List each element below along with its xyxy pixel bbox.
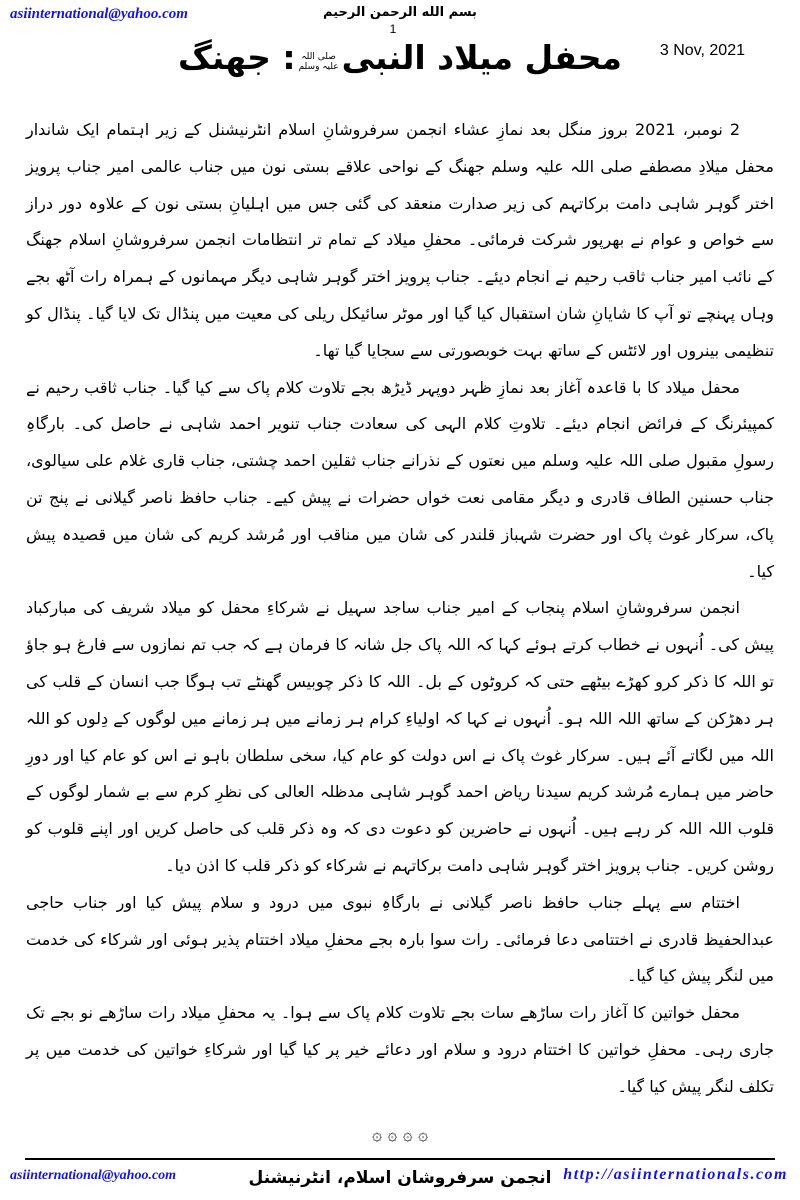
article-body [26,112,774,1198]
footer-email-link[interactable]: asiinternational@yahoo.com [10,1168,177,1183]
footer-links-row [0,1166,800,1184]
pbuh-honorific-bottom: علیہ وسلم [298,61,339,72]
flower-divider-icon: ۞ ۞ ۞ ۞ [371,1124,429,1145]
page-footer [0,1158,800,1184]
page-number: 1 [389,22,397,36]
footer-website-link[interactable]: http://asiinternationals.com [563,1166,788,1183]
article-paragraph-1: 2 نومبر، 2021 بروز منگل بعد نمازِ عشاء انجمن سرفروشانِ اسلام انٹرنیشنل کے زیر اہتمام ایک شاندار محفل میلادِ مصطفے صلی اللہ علیہ وسلم جھنگ کے نواحی علاقے بستی نون میں جناب عالمی امیر جناب پرویز اختر گوہر شاہی دامت برکاتہم کی زیر صدارت منعقد کی گئی جس میں اہلیانِ بستی نون کے علاوہ دور دراز سے خواص و عوام نے بھرپور شرکت فرمائی۔ محفلِ میلاد کے تمام تر انتظامات انجمن سرفروشانِ اسلام جھنگ کے نائب امیر جناب ثاقب رحیم نے انجام دیئے۔ جناب پرویز اختر گوہر شاہی دیگر مہمانوں کے ہمراہ رات آٹھ بجے وہاں پہنچے تو آپ کا شایانِ شان استقبال کیا گیا اور موٹر سائیکل ریلی کی معیت میں پنڈال تک لایا گیا۔ پنڈال کو تنظیمی بینروں اور لائٹس کے ساتھ بہت خوبصورتی سے سجایا گیا تھا۔ [26,120,775,360]
header-email-link[interactable]: asiinternational@yahoo.com [10,6,188,22]
article-paragraph-2: محفل میلاد کا با قاعدہ آغاز بعد نمازِ ظہر دوپہر ڈیڑھ بجے تلاوت کلام پاک سے کیا گیا۔ جناب ثاقب رحیم نے کمپیئرنگ کے فرائض انجام دیئے۔ تلاوتِ کلام الہی کی سعادت جناب تنویر احمد شاہی نے حاصل کی۔ بارگاہِ رسولِ مقبول صلی اللہ علیہ وسلم میں نعتوں کے نذرانے جناب ثقلین احمد چشتی، جناب قاری غلام علی سیالوی، جناب حسنین الطاف قادری و دیگر مقامی نعت خواں حضرات نے پیش کیے۔ جناب حافظ ناصر گیلانی نے پنج تن پاک، سرکار غوث پاک اور حضرت شہباز قلندر کی شان میں مناقب اور مُرشد کریم کی شان میں قصیدہ پیش کیا۔ [26,377,774,581]
footer-divider [25,1158,775,1160]
pbuh-honorific [299,53,339,73]
page-title [0,38,800,77]
bismillah-text: بسم الله الرحمن الرحيم [323,5,477,20]
title-main-text: محفل میلاد النبی [341,38,622,77]
pbuh-honorific-top: صلی اللہ [301,52,336,62]
organization-name: انجمن سرفروشان اسلام، انٹرنیشنل [248,1167,552,1188]
article-paragraph-4: اختتام سے پہلے جناب حافظ ناصر گیلانی نے بارگاہِ نبوی میں درود و سلام پیش کیا اور جناب حاجی عبدالحفیظ قادری نے اختتامی دعا فرمائی۔ رات سوا بارہ بجے محفلِ میلاد اختتام پذیر ہوئی اور شرکاء کی خدمت میں لنگر پیش کیا گیا۔ [26,892,774,986]
article-paragraph-3: انجمن سرفروشانِ اسلام پنجاب کے امیر جناب ساجد سہیل نے شرکاءِ محفل کو میلاد شریف کی مبارکباد پیش کی۔ اُنہوں نے خطاب کرتے ہوئے کہا کہ اللہ پاک جل شانہ کا فرمان ہے کہ جب تم نمازوں سے فارغ ہو جاؤ تو اللہ کا ذکر کرو کھڑے بیٹھے حتی کہ کروٹوں کے بل۔ اللہ کا ذکر چوبیس گھنٹے تب ہوگا جب انسان کے قلب کی ہر دھڑکن کے ساتھ اللہ اللہ ہو۔ اُنہوں نے کہا کہ اولیاءِ کرام ہر زمانے میں ہر زمانے میں لوگوں کے دِلوں کو اللہ اللہ میں لگاتے آئے ہیں۔ سرکار غوث پاک نے اس دولت کو عام کیا، سخی سلطان باہو نے اس کو عام کیا اور دورِ حاضر میں ہمارے مُرشد کریم سیدنا ریاض احمد گوہر شاہی مدظلہ العالی کی نظرِ کرم سے بے شمار لوگوں کے قلوب اللہ اللہ کر رہے ہیں۔ اُنہوں نے حاضرین کو دعوت دی کہ وہ ذکر قلب کی حاصل کریں اور اپنے قلوب کو روشن کریں۔ جناب پرویز اختر گوہر شاہی دامت برکاتہم نے شرکاء کو ذکر قلب کا اذن دیا۔ [26,598,775,875]
article-paragraph-5: محفل خواتین کا آغاز رات ساڑھے سات بجے تلاوت کلام پاک سے ہوا۔ یہ محفلِ میلاد رات ساڑھے نو بجے تک جاری رہی۔ محفلِ خواتین کا اختتام درود و سلام اور دعائے خیر پر کیا گیا اور شرکاءِ خواتین کی خدمت میں پر تکلف لنگر پیش کیا گیا۔ [26,1003,774,1096]
document-date: 3 Nov, 2021 [659,42,745,59]
title-city-text: : جھنگ [178,38,296,77]
